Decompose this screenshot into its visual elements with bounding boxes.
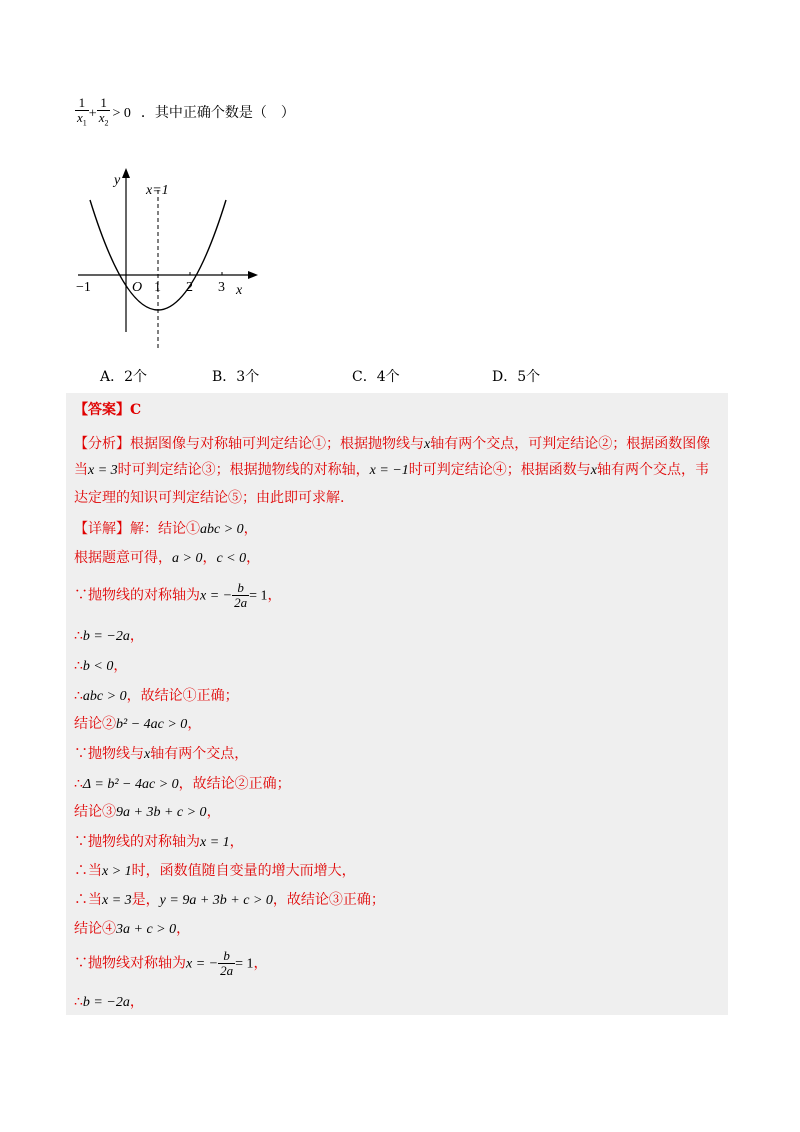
option-b[interactable]: B．3个 — [212, 369, 260, 385]
detail-line-11: ∵抛物线的对称轴为x = 1， — [74, 834, 244, 850]
detail-line-7: 结论②b² − 4ac > 0， — [74, 716, 202, 732]
plus-sign: + — [88, 106, 97, 122]
detail-line-2: 根据题意可得，a > 0，c < 0， — [74, 550, 261, 566]
tick-label-3: 3 — [218, 280, 225, 295]
question-tail: ．其中正确个数是（ ） — [140, 105, 295, 122]
y-axis-arrow — [122, 168, 130, 178]
tick-label-2: 2 — [186, 280, 193, 295]
parabola-graph — [70, 160, 270, 360]
analysis-line-3: 达定理的知识可判定结论⑤；由此即可求解. — [74, 490, 345, 506]
detail-line-1: 【详解】解：结论①abc > 0， — [74, 521, 258, 537]
answer-line: 【答案】C — [74, 402, 142, 418]
detail-line-16: ∴b = −2a， — [74, 994, 144, 1010]
detail-line-10: 结论③9a + 3b + c > 0， — [74, 804, 221, 820]
detail-line-6: ∴abc > 0，故结论①正确； — [74, 688, 239, 704]
option-c[interactable]: C．4个 — [352, 369, 400, 385]
detail-line-14: 结论④3a + c > 0， — [74, 921, 191, 937]
option-a[interactable]: A．2个 — [100, 369, 148, 385]
tick-label-1: 1 — [154, 280, 161, 295]
detail-line-12: ∴当x > 1时，函数值随自变量的增大而增大， — [74, 863, 356, 879]
detail-line-4: ∴b = −2a， — [74, 628, 144, 644]
detail-line-3: ∵抛物线的对称轴为x = − $\frac{b}{2a}$ = 1， — [74, 580, 282, 610]
fraction-1-over-x2: $\frac{1}{x_2}$ — [98, 95, 109, 128]
origin-label: O — [132, 280, 143, 295]
fraction-1-over-x1: $\frac{1}{x_1}$ — [77, 95, 87, 128]
symmetry-axis-label: x=1 — [146, 183, 169, 198]
x-axis-label: x — [236, 283, 243, 298]
tick-label-neg1: −1 — [76, 280, 91, 295]
greater-than-zero: > 0 — [112, 106, 131, 122]
analysis-line-1: 【分析】根据图像与对称轴可判定结论①；根据抛物线与x轴有两个交点，可判定结论②；根据函数图像 — [74, 436, 711, 452]
detail-line-8: ∵抛物线与x轴有两个交点， — [74, 746, 249, 762]
option-d[interactable]: D．5个 — [492, 369, 541, 385]
detail-line-13: ∴当x = 3是，y = 9a + 3b + c > 0，故结论③正确； — [74, 892, 385, 908]
question-stem — [75, 96, 295, 131]
detail-line-9: ∴Δ = b² − 4ac > 0，故结论②正确； — [74, 776, 291, 792]
y-axis-label: y — [114, 173, 121, 188]
detail-line-5: ∴b < 0， — [74, 658, 128, 674]
analysis-line-2: 当x = 3时可判定结论③；根据抛物线的对称轴，x = −1时可判定结论④；根据函数与x轴有两个交点，韦 — [74, 462, 709, 478]
solution-block — [66, 393, 728, 1015]
detail-line-15: ∵抛物线对称轴为x = − $\frac{b}{2a}$ = 1， — [74, 948, 268, 978]
x-axis-arrow — [248, 271, 258, 279]
